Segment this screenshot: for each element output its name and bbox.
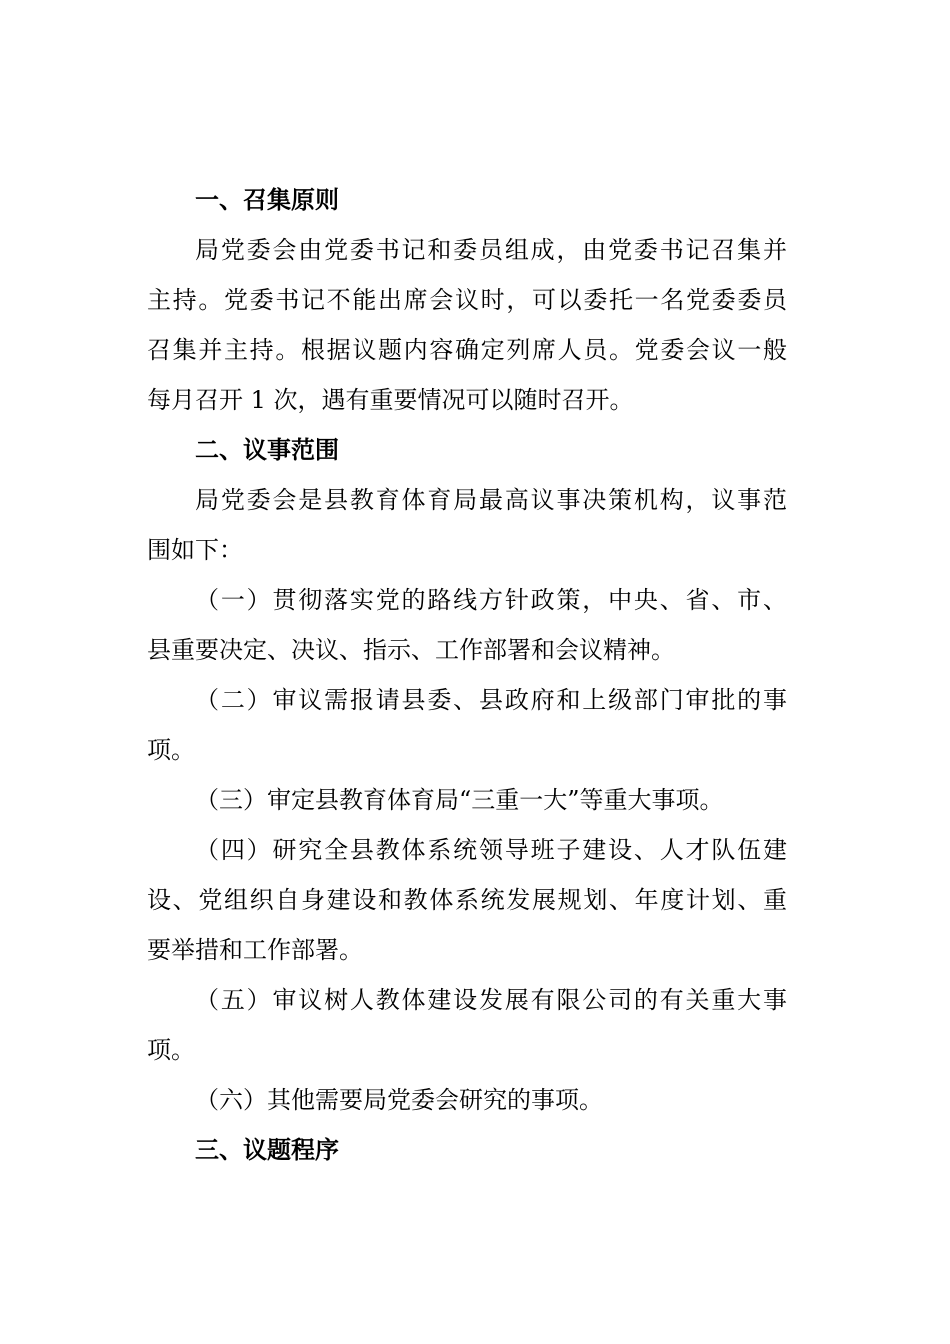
paragraph-line: 召集并主持。根据议题内容确定列席人员。党委会议一般 [147,336,787,364]
list-item-4-line: 要举措和工作部署。 [147,936,363,964]
paragraph-line: 每月召开 1 次，遇有重要情况可以随时召开。 [147,386,634,414]
section-heading-3: 三、议题程序 [195,1135,339,1164]
section-heading-2: 二、议事范围 [195,435,339,464]
list-item-3-line: （三）审定县教育体育局“三重一大”等重大事项。 [195,786,724,814]
list-item-6-line: （六）其他需要局党委会研究的事项。 [195,1086,603,1114]
paragraph-line: 主持。党委书记不能出席会议时，可以委托一名党委委员 [147,286,787,314]
list-item-5-line: 项。 [147,1036,195,1064]
section-heading-1: 一、召集原则 [195,185,339,214]
list-item-2-line: 项。 [147,736,195,764]
list-item-1-line: 县重要决定、决议、指示、工作部署和会议精神。 [147,636,675,664]
paragraph-line: 围如下： [147,536,243,564]
list-item-2-line: （二）审议需报请县委、县政府和上级部门审批的事 [195,686,787,714]
list-item-4-line: （四）研究全县教体系统领导班子建设、人才队伍建 [195,836,787,864]
list-item-1-line: （一）贯彻落实党的路线方针政策，中央、省、市、 [195,586,787,614]
list-item-4-line: 设、党组织自身建设和教体系统发展规划、年度计划、重 [147,886,787,914]
list-item-5-line: （五）审议树人教体建设发展有限公司的有关重大事 [195,986,787,1014]
paragraph-line: 局党委会是县教育体育局最高议事决策机构，议事范 [195,486,787,514]
paragraph-line: 局党委会由党委书记和委员组成，由党委书记召集并 [195,236,787,264]
